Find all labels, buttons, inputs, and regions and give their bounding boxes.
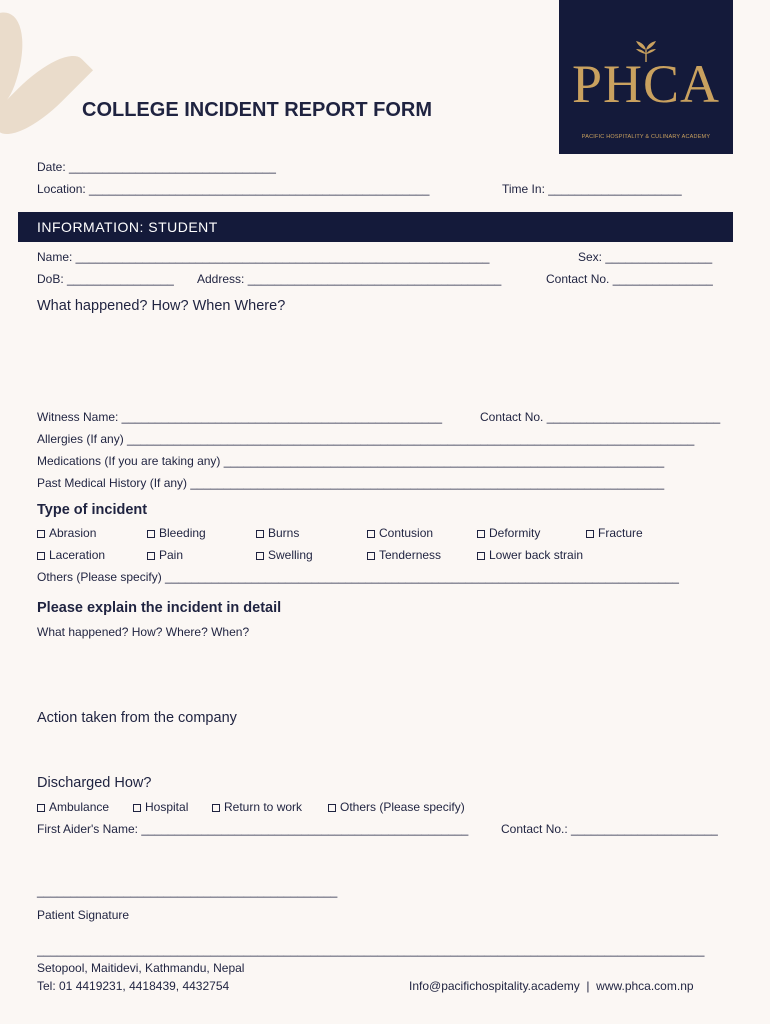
address-field[interactable]: Address: ______________________________________ (197, 272, 502, 286)
checkbox-ambulance[interactable]: Ambulance (37, 800, 109, 814)
footer-address: Setopool, Maitidevi, Kathmandu, Nepal (37, 961, 245, 975)
allergies-field[interactable]: Allergies (If any) _____________________________________________________________________________________ (37, 432, 695, 446)
checkbox-hospital[interactable]: Hospital (133, 800, 188, 814)
incident-type-heading: Type of incident (37, 502, 148, 518)
checkbox-icon (477, 552, 485, 560)
checkbox-icon (367, 552, 375, 560)
brand-logo (559, 0, 733, 154)
explain-heading: Please explain the incident in detail (37, 600, 282, 616)
checkbox-icon (147, 530, 155, 538)
checkbox-icon (367, 530, 375, 538)
name-field[interactable]: Name: ______________________________________________________________ (37, 250, 490, 264)
checkbox-icon (37, 530, 45, 538)
checkbox-icon (477, 530, 485, 538)
footer-contact[interactable]: Info@pacifichospitality.academy | www.phca.com.np (409, 979, 694, 993)
checkbox-bleeding[interactable]: Bleeding (147, 526, 206, 540)
checkbox-icon (212, 804, 220, 812)
checkbox-others[interactable]: Others (Please specify) (328, 800, 465, 814)
action-heading: Action taken from the company (37, 710, 237, 726)
checkbox-icon (133, 804, 141, 812)
checkbox-icon (37, 552, 45, 560)
checkbox-icon (37, 804, 45, 812)
others-field[interactable]: Others (Please specify) _____________________________________________________________________________ (37, 570, 679, 584)
medications-field[interactable]: Medications (If you are taking any) __________________________________________________________________ (37, 454, 665, 468)
checkbox-lower-back-strain[interactable]: Lower back strain (477, 548, 583, 562)
checkbox-icon (256, 552, 264, 560)
checkbox-laceration[interactable]: Laceration (37, 548, 105, 562)
checkbox-contusion[interactable]: Contusion (367, 526, 433, 540)
discharged-heading: Discharged How? (37, 775, 152, 791)
checkbox-swelling[interactable]: Swelling (256, 548, 313, 562)
past-history-field[interactable]: Past Medical History (If any) _______________________________________________________________________ (37, 476, 665, 490)
footer-rule: ____________________________________________________________________________________________________ (37, 943, 705, 957)
checkbox-return-to-work[interactable]: Return to work (212, 800, 302, 814)
checkbox-icon (328, 804, 336, 812)
checkbox-burns[interactable]: Burns (256, 526, 299, 540)
logo-wordmark: PHCA (571, 54, 721, 114)
checkbox-icon (147, 552, 155, 560)
contact-field[interactable]: Contact No. _______________ (546, 272, 713, 286)
checkbox-icon (586, 530, 594, 538)
checkbox-fracture[interactable]: Fracture (586, 526, 643, 540)
signature-label: Patient Signature (37, 908, 130, 922)
checkbox-icon (256, 530, 264, 538)
signature-line[interactable]: _____________________________________________ (37, 884, 338, 898)
first-aider-name-field[interactable]: First Aider's Name: _________________________________________________ (37, 822, 469, 836)
checkbox-abrasion[interactable]: Abrasion (37, 526, 96, 540)
dob-field[interactable]: DoB: ________________ (37, 272, 174, 286)
witness-contact-field[interactable]: Contact No. __________________________ (480, 410, 721, 424)
time-in-field[interactable]: Time In: ____________________ (502, 182, 682, 196)
section-header-student: INFORMATION: STUDENT (18, 212, 733, 242)
location-field[interactable]: Location: ___________________________________________________ (37, 182, 430, 196)
footer-tel: Tel: 01 4419231, 4418439, 4432754 (37, 979, 230, 993)
witness-name-field[interactable]: Witness Name: ________________________________________________ (37, 410, 443, 424)
date-field[interactable]: Date: _______________________________ (37, 160, 276, 174)
what-happened-heading: What happened? How? When Where? (37, 298, 286, 314)
page-title: COLLEGE INCIDENT REPORT FORM (82, 99, 432, 121)
checkbox-pain[interactable]: Pain (147, 548, 183, 562)
sex-field[interactable]: Sex: ________________ (578, 250, 713, 264)
logo-subtitle: PACIFIC HOSPITALITY & CULINARY ACADEMY (581, 134, 711, 140)
checkbox-deformity[interactable]: Deformity (477, 526, 540, 540)
first-aider-contact-field[interactable]: Contact No.: ______________________ (501, 822, 718, 836)
checkbox-tenderness[interactable]: Tenderness (367, 548, 441, 562)
explain-subheading: What happened? How? Where? When? (37, 625, 250, 639)
